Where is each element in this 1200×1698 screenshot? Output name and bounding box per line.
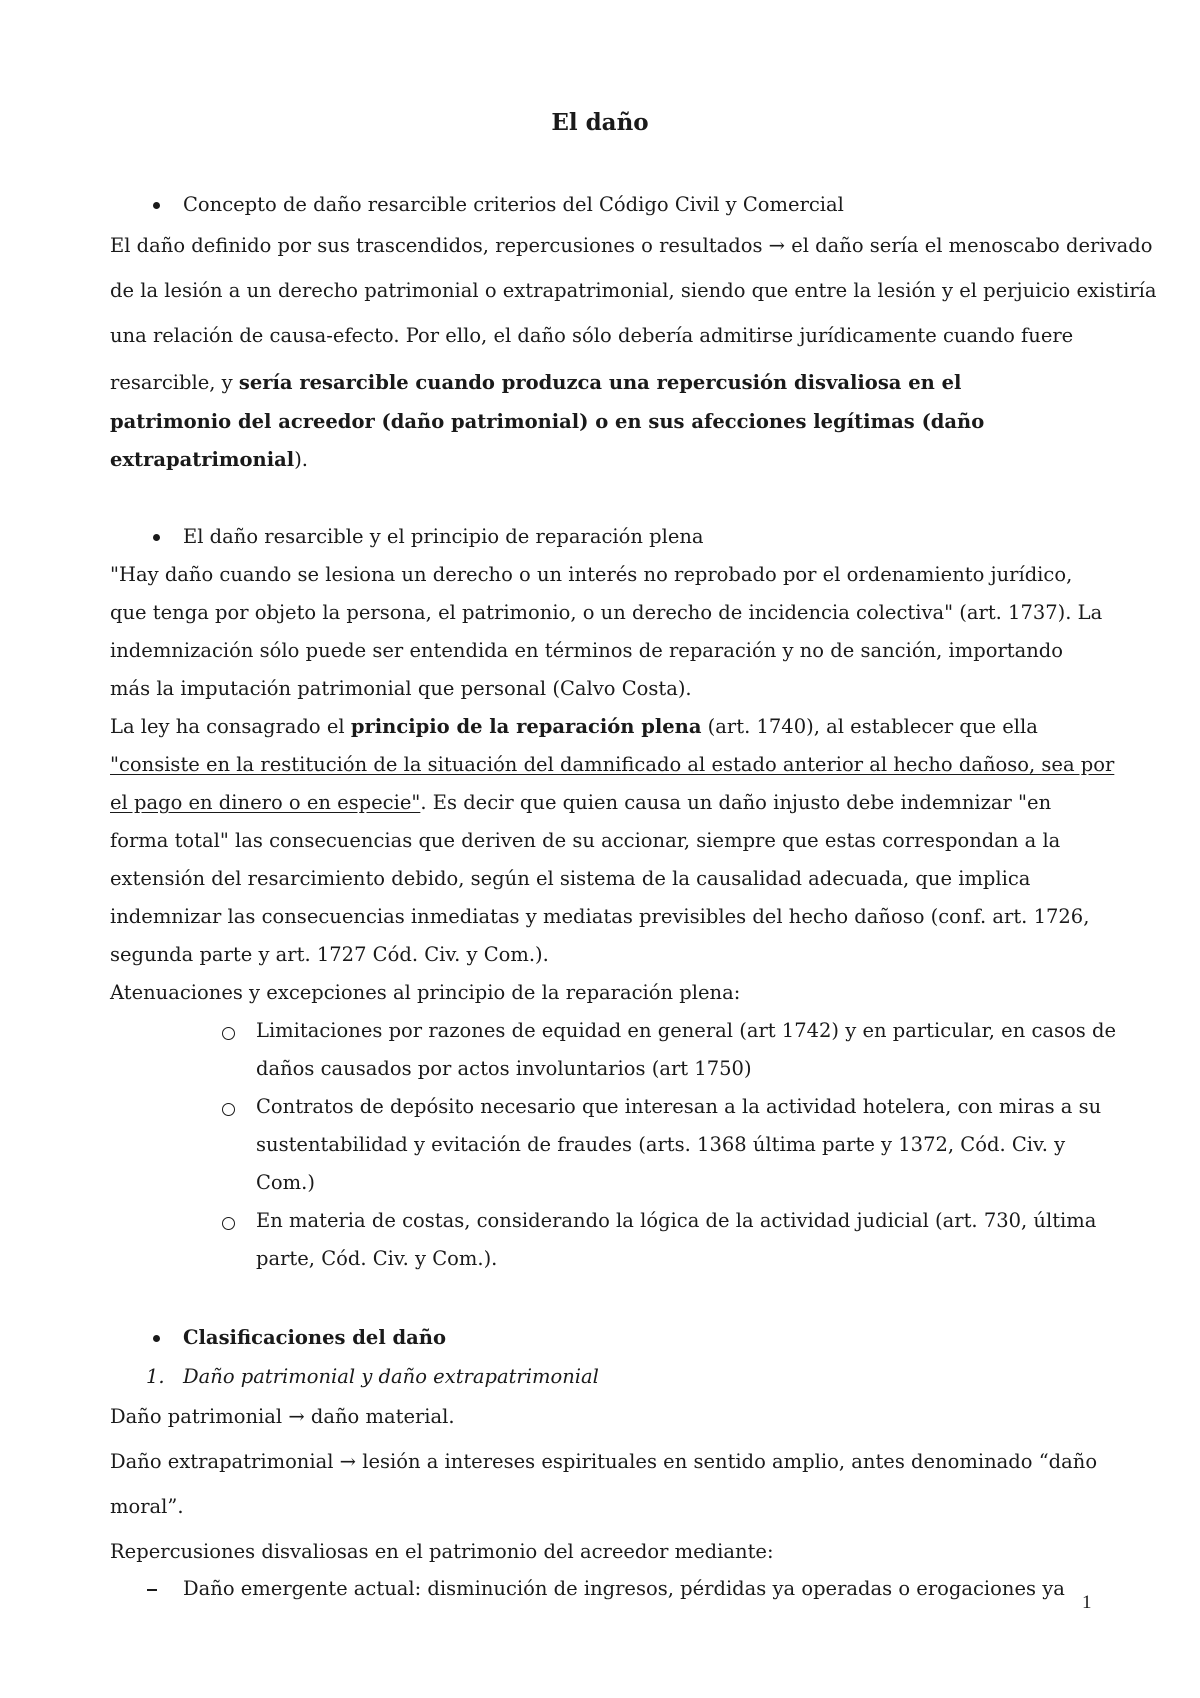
bold-text: sería resarcible cuando produzca una repercusión disvaliosa en el bbox=[238, 371, 962, 394]
section1-heading: Concepto de daño resarcible criterios del Código Civil y Comercial bbox=[183, 193, 844, 216]
section1-line: patrimonio del acreedor (daño patrimonial) o en sus afecciones legítimas (daño bbox=[110, 410, 985, 433]
section3-line: Repercusiones disvaliosas en el patrimonio del acreedor mediante: bbox=[110, 1540, 774, 1563]
plain-text: ). bbox=[294, 448, 308, 471]
section3-subheading: Daño patrimonial y daño extrapatrimonial bbox=[183, 1365, 599, 1388]
section2-line bbox=[110, 714, 1038, 740]
section2-line: Atenuaciones y excepciones al principio de la reparación plena: bbox=[110, 981, 741, 1004]
section2-line: que tenga por objeto la persona, el patrimonio, o un derecho de incidencia colectiva" (art. 1737). La bbox=[110, 601, 1103, 624]
dash-list-item: Daño emergente actual: disminución de ingresos, pérdidas ya operadas o erogaciones ya bbox=[183, 1577, 1065, 1600]
section2-line: forma total" las consecuencias que deriven de su accionar, siempre que estas correspondan a la bbox=[110, 829, 1061, 852]
section3-line: Daño patrimonial → daño material. bbox=[110, 1405, 455, 1428]
circle-bullet-icon bbox=[222, 1217, 235, 1230]
section1-line: El daño definido por sus trascendidos, repercusiones o resultados → el daño sería el menoscabo derivado bbox=[110, 234, 1153, 257]
list-number: 1. bbox=[146, 1365, 165, 1388]
dash-bullet-icon bbox=[147, 1589, 157, 1591]
sub-list-item: Limitaciones por razones de equidad en general (art 1742) y en particular, en casos de bbox=[256, 1019, 1116, 1042]
section1-line: de la lesión a un derecho patrimonial o extrapatrimonial, siendo que entre la lesión y el perjuicio existiría bbox=[110, 279, 1157, 302]
section3-line: Daño extrapatrimonial → lesión a intereses espirituales en sentido amplio, antes denominado “daño bbox=[110, 1450, 1098, 1473]
bold-text: extrapatrimonial bbox=[110, 448, 295, 471]
section2-line: "Hay daño cuando se lesiona un derecho o un interés no reprobado por el ordenamiento jurídico, bbox=[110, 563, 1073, 586]
page-title: El daño bbox=[551, 109, 649, 136]
bullet-icon bbox=[153, 534, 160, 541]
bullet-icon bbox=[153, 1335, 160, 1342]
section2-line: extensión del resarcimiento debido, según el sistema de la causalidad adecuada, que implica bbox=[110, 867, 1031, 890]
section1-line bbox=[110, 370, 961, 396]
sub-list-item: En materia de costas, considerando la lógica de la actividad judicial (art. 730, última bbox=[256, 1209, 1097, 1232]
section2-line: indemnizar las consecuencias inmediatas y mediatas previsibles del hecho dañoso (conf. art. 1726, bbox=[110, 905, 1090, 928]
sub-list-item: Com.) bbox=[256, 1171, 315, 1194]
plain-text: resarcible, y bbox=[110, 371, 239, 394]
section3-line: moral”. bbox=[110, 1495, 184, 1518]
section1-line: una relación de causa-efecto. Por ello, el daño sólo debería admitirse jurídicamente cuando fuere bbox=[110, 324, 1074, 347]
section2-line: más la imputación patrimonial que personal (Calvo Costa). bbox=[110, 677, 692, 700]
circle-bullet-icon bbox=[222, 1027, 235, 1040]
section2-line bbox=[110, 790, 1051, 816]
sub-list-item: sustentabilidad y evitación de fraudes (arts. 1368 última parte y 1372, Cód. Civ. y bbox=[256, 1133, 1066, 1156]
sub-list-item: daños causados por actos involuntarios (art 1750) bbox=[256, 1057, 752, 1080]
section2-line: segunda parte y art. 1727 Cód. Civ. y Com.). bbox=[110, 943, 549, 966]
plain-text: . Es decir que quien causa un daño injusto debe indemnizar "en bbox=[420, 791, 1052, 814]
sub-list-item: Contratos de depósito necesario que interesan a la actividad hotelera, con miras a su bbox=[256, 1095, 1102, 1118]
quoted-underlined-line: "consiste en la restitución de la situación del damnificado al estado anterior al hecho dañoso, sea por bbox=[110, 753, 1115, 776]
sub-list-item: parte, Cód. Civ. y Com.). bbox=[256, 1247, 498, 1270]
section1-line bbox=[110, 447, 308, 473]
plain-text: (art. 1740), al establecer que ella bbox=[701, 715, 1038, 738]
underlined-text: el pago en dinero o en especie" bbox=[110, 791, 421, 814]
section2-line: indemnización sólo puede ser entendida en términos de reparación y no de sanción, importando bbox=[110, 639, 1064, 662]
plain-text: La ley ha consagrado el bbox=[110, 715, 351, 738]
page-number: 1 bbox=[1082, 1592, 1092, 1613]
bold-text: principio de la reparación plena bbox=[350, 715, 702, 738]
circle-bullet-icon bbox=[222, 1103, 235, 1116]
bullet-icon bbox=[153, 202, 160, 209]
section2-heading: El daño resarcible y el principio de reparación plena bbox=[183, 525, 704, 548]
section3-heading: Clasificaciones del daño bbox=[183, 1326, 446, 1349]
